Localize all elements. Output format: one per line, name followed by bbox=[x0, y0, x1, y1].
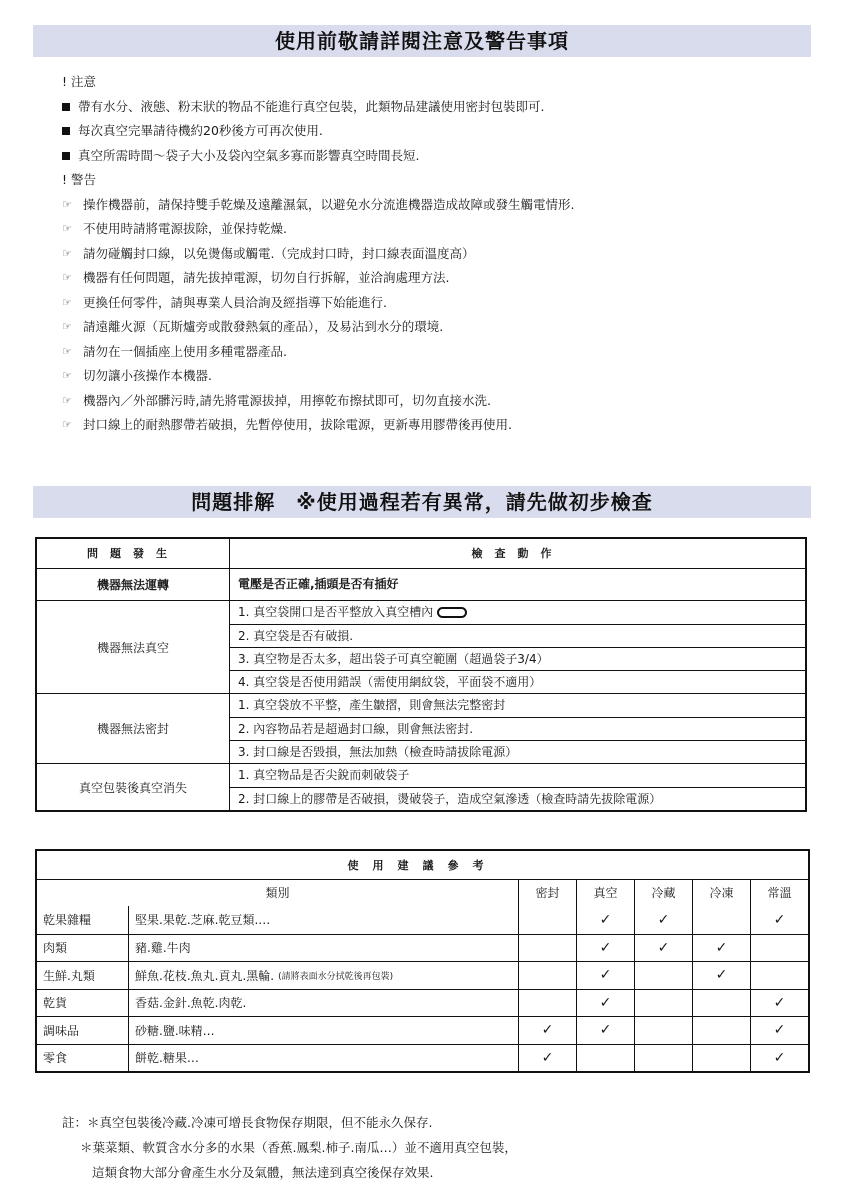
empty-check-cell bbox=[693, 1017, 751, 1044]
pointing-hand-icon: ☞ bbox=[62, 246, 72, 260]
troubleshooting-banner: 問題排解 ※使用過程若有異常，請先做初步檢查 bbox=[33, 486, 811, 518]
usage-items-note: (請將表面水分拭乾後再包裝) bbox=[278, 971, 394, 982]
usage-row bbox=[37, 934, 808, 962]
usage-category-cell: 零食 bbox=[37, 1045, 129, 1072]
usage-title: 使用建議參考 bbox=[347, 858, 498, 872]
table-row bbox=[37, 600, 805, 693]
pointing-hand-icon: ☞ bbox=[62, 369, 72, 382]
usage-items-cell bbox=[129, 1017, 519, 1044]
problem-cell: 機器無法真空 bbox=[37, 601, 230, 693]
usage-row bbox=[37, 961, 808, 989]
check-mark-icon: ✓ bbox=[577, 990, 635, 1017]
check-item: 4. 真空袋是否使用錯誤（需使用網紋袋，平面袋不適用） bbox=[230, 670, 805, 693]
warning-item: ☞ 機器內／外部髒污時,請先將電源拔掉，用擰乾布擦拭即可，切勿直接水洗. bbox=[62, 389, 822, 414]
notice-item: 每次真空完畢請待機約20秒後方可再次使用. bbox=[62, 119, 822, 144]
notice-item: 帶有水分、液態、粉末狀的物品不能進行真空包裝，此類物品建議使用密封包裝即可. bbox=[62, 95, 822, 120]
usage-table bbox=[35, 849, 810, 1073]
warning-item: ☞ 更換任何零件，請與專業人員洽詢及經指導下始能進行. bbox=[62, 291, 822, 316]
empty-check-cell bbox=[577, 1045, 635, 1072]
problem-cell: 機器無法運轉 bbox=[37, 569, 230, 600]
header-check: 檢查動作 bbox=[471, 547, 564, 560]
usage-items-text: 鮮魚.花枝.魚丸.貢丸.黑輪. bbox=[135, 968, 275, 983]
usage-items-cell bbox=[129, 906, 519, 934]
pointing-hand-icon: ☞ bbox=[62, 344, 72, 358]
check-mark-icon: ✓ bbox=[773, 994, 786, 1011]
header-vacuum: 真空 bbox=[577, 880, 635, 907]
usage-row bbox=[37, 1016, 808, 1044]
usage-category-cell: 乾貨 bbox=[37, 990, 129, 1017]
check-mark-icon: ✓ bbox=[577, 1017, 635, 1044]
usage-category-cell: 調味品 bbox=[37, 1017, 129, 1044]
check-mark-icon: ✓ bbox=[773, 911, 786, 928]
warning-item: ☞ 請勿碰觸封口線，以免燙傷或觸電.（完成封口時，封口線表面溫度高） bbox=[62, 242, 822, 267]
empty-check-cell bbox=[635, 990, 693, 1017]
usage-category-cell: 肉類 bbox=[37, 935, 129, 962]
usage-items-text: 砂糖.鹽.味精… bbox=[135, 1023, 215, 1038]
pointing-hand-icon: ☞ bbox=[62, 295, 72, 309]
empty-check-cell bbox=[751, 962, 808, 989]
check-mark-icon: ✓ bbox=[519, 1017, 577, 1044]
warning-item: ☞ 不使用時請將電源拔除，並保持乾燥. bbox=[62, 217, 822, 242]
pointing-hand-icon: ☞ bbox=[62, 418, 72, 431]
footnotes bbox=[62, 1110, 822, 1185]
empty-check-cell bbox=[519, 935, 577, 962]
problem-cell: 機器無法密封 bbox=[37, 694, 230, 763]
empty-check-cell bbox=[635, 962, 693, 989]
empty-check-cell bbox=[519, 962, 577, 989]
header-room-temp: 常溫 bbox=[767, 886, 792, 901]
usage-category-cell: 生鮮.丸類 bbox=[37, 962, 129, 989]
bullet-square-icon bbox=[62, 152, 70, 160]
empty-check-cell bbox=[635, 1045, 693, 1072]
pointing-hand-icon: ☞ bbox=[62, 222, 72, 235]
usage-header-row bbox=[37, 879, 808, 907]
usage-title-row bbox=[37, 851, 808, 879]
check-mark-icon: ✓ bbox=[773, 1022, 786, 1039]
vacuum-chamber-icon bbox=[437, 607, 467, 618]
warning-item: ☞ 機器有任何問題，請先拔掉電源，切勿自行拆解，並洽詢處理方法. bbox=[62, 266, 822, 291]
empty-check-cell bbox=[693, 990, 751, 1017]
check-mark-icon: ✓ bbox=[773, 1049, 786, 1066]
check-cell bbox=[230, 694, 805, 763]
footnote-line: ＊葉菜類、軟質含水分多的水果（香蕉.鳳梨.柿子.南瓜…）並不適用真空包裝， bbox=[80, 1140, 517, 1155]
pointing-hand-icon: ☞ bbox=[62, 271, 72, 284]
header-freeze: 冷凍 bbox=[693, 880, 751, 907]
check-item: 2. 封口線上的膠帶是否破損，燙破袋子，造成空氣滲透（檢查時請先拔除電源） bbox=[230, 787, 805, 810]
check-item: 1. 真空袋放不平整，產生皺摺，則會無法完整密封 bbox=[238, 698, 506, 712]
check-item: 3. 真空物是否太多，超出袋子可真空範圍（超過袋子3/4） bbox=[230, 647, 805, 670]
usage-row bbox=[37, 989, 808, 1017]
header-category: 類別 bbox=[37, 880, 519, 907]
empty-check-cell bbox=[751, 935, 808, 962]
check-mark-icon: ✓ bbox=[693, 935, 751, 962]
empty-check-cell bbox=[693, 906, 751, 934]
empty-check-cell bbox=[519, 906, 577, 934]
warning-item: ☞ 操作機器前，請保持雙手乾燥及遠離濕氣，以避免水分流進機器造成故障或發生觸電情形. bbox=[62, 193, 822, 218]
footnote-line: 這類食物大部分會產生水分及氣體，無法達到真空後保存效果. bbox=[92, 1165, 434, 1180]
header-seal: 密封 bbox=[519, 880, 577, 907]
check-cell: 電壓是否正確,插頭是否有插好 bbox=[238, 577, 399, 591]
check-cell bbox=[230, 601, 805, 693]
problem-cell: 真空包裝後真空消失 bbox=[37, 764, 230, 810]
usage-items-cell bbox=[129, 1045, 519, 1072]
check-item: 3. 封口線是否毀損，無法加熱（檢查時請拔除電源） bbox=[230, 740, 805, 763]
warning-item: ☞ 封口線上的耐熱膠帶若破損，先暫停使用，拔除電源，更新專用膠帶後再使用. bbox=[62, 413, 822, 438]
usage-items-text: 豬.雞.牛肉 bbox=[135, 941, 191, 956]
header-problem: 問題發生 bbox=[37, 539, 230, 568]
usage-items-text: 香菇.金針.魚乾.肉乾. bbox=[135, 996, 247, 1011]
pointing-hand-icon: ☞ bbox=[62, 320, 72, 333]
check-mark-icon: ✓ bbox=[635, 906, 693, 934]
usage-items-text: 堅果.果乾.芝麻.乾豆類.… bbox=[135, 913, 271, 928]
notice-item: 真空所需時間～袋子大小及袋內空氣多寡而影響真空時間長短. bbox=[62, 144, 822, 169]
check-item: 2. 內容物品若是超過封口線，則會無法密封. bbox=[230, 717, 805, 740]
check-item: 2. 真空袋是否有破損. bbox=[230, 624, 805, 647]
empty-check-cell bbox=[519, 990, 577, 1017]
check-item: 1. 真空物品是否尖銳而刺破袋子 bbox=[238, 768, 410, 782]
empty-check-cell bbox=[635, 1017, 693, 1044]
pointing-hand-icon: ☞ bbox=[62, 197, 72, 211]
footnote-line: 註：＊真空包裝後冷藏.冷凍可增長食物保存期限，但不能永久保存. bbox=[62, 1115, 433, 1130]
usage-row bbox=[37, 1044, 808, 1072]
warnings-banner: 使用前敬請詳閱注意及警告事項 bbox=[33, 25, 811, 57]
check-mark-icon: ✓ bbox=[519, 1045, 577, 1072]
empty-check-cell bbox=[693, 1045, 751, 1072]
usage-row bbox=[37, 906, 808, 934]
table-row bbox=[37, 763, 805, 810]
bullet-square-icon bbox=[62, 127, 70, 135]
usage-items-cell bbox=[129, 935, 519, 962]
table-row bbox=[37, 568, 805, 600]
warning-item: ☞ 切勿讓小孩操作本機器. bbox=[62, 364, 822, 389]
warning-item: ☞ 請勿在一個插座上使用多種電器產品. bbox=[62, 340, 822, 365]
usage-items-text: 餅乾.糖果… bbox=[135, 1051, 199, 1066]
check-mark-icon: ✓ bbox=[577, 935, 635, 962]
warning-item: ☞ 請遠離火源（瓦斯爐旁或散發熱氣的產品），及易沾到水分的環境. bbox=[62, 315, 822, 340]
header-refrigerate: 冷藏 bbox=[635, 880, 693, 907]
check-mark-icon: ✓ bbox=[577, 962, 635, 989]
table-header-row bbox=[37, 539, 805, 568]
troubleshooting-table bbox=[35, 537, 807, 812]
check-mark-icon: ✓ bbox=[635, 935, 693, 962]
check-mark-icon: ✓ bbox=[693, 962, 751, 989]
usage-items-cell bbox=[129, 990, 519, 1017]
check-mark-icon: ✓ bbox=[577, 906, 635, 934]
table-row bbox=[37, 693, 805, 763]
usage-items-cell bbox=[129, 962, 519, 989]
warnings-section bbox=[62, 70, 822, 438]
usage-category-cell: 乾果雜糧 bbox=[37, 906, 129, 934]
check-item: 1. 真空袋開口是否平整放入真空槽內 bbox=[230, 601, 805, 624]
bullet-square-icon bbox=[62, 103, 70, 111]
pointing-hand-icon: ☞ bbox=[62, 393, 72, 407]
warning-heading: ! 警告 bbox=[62, 172, 96, 187]
notice-heading: ! 注意 bbox=[62, 74, 96, 89]
check-cell bbox=[230, 764, 805, 810]
